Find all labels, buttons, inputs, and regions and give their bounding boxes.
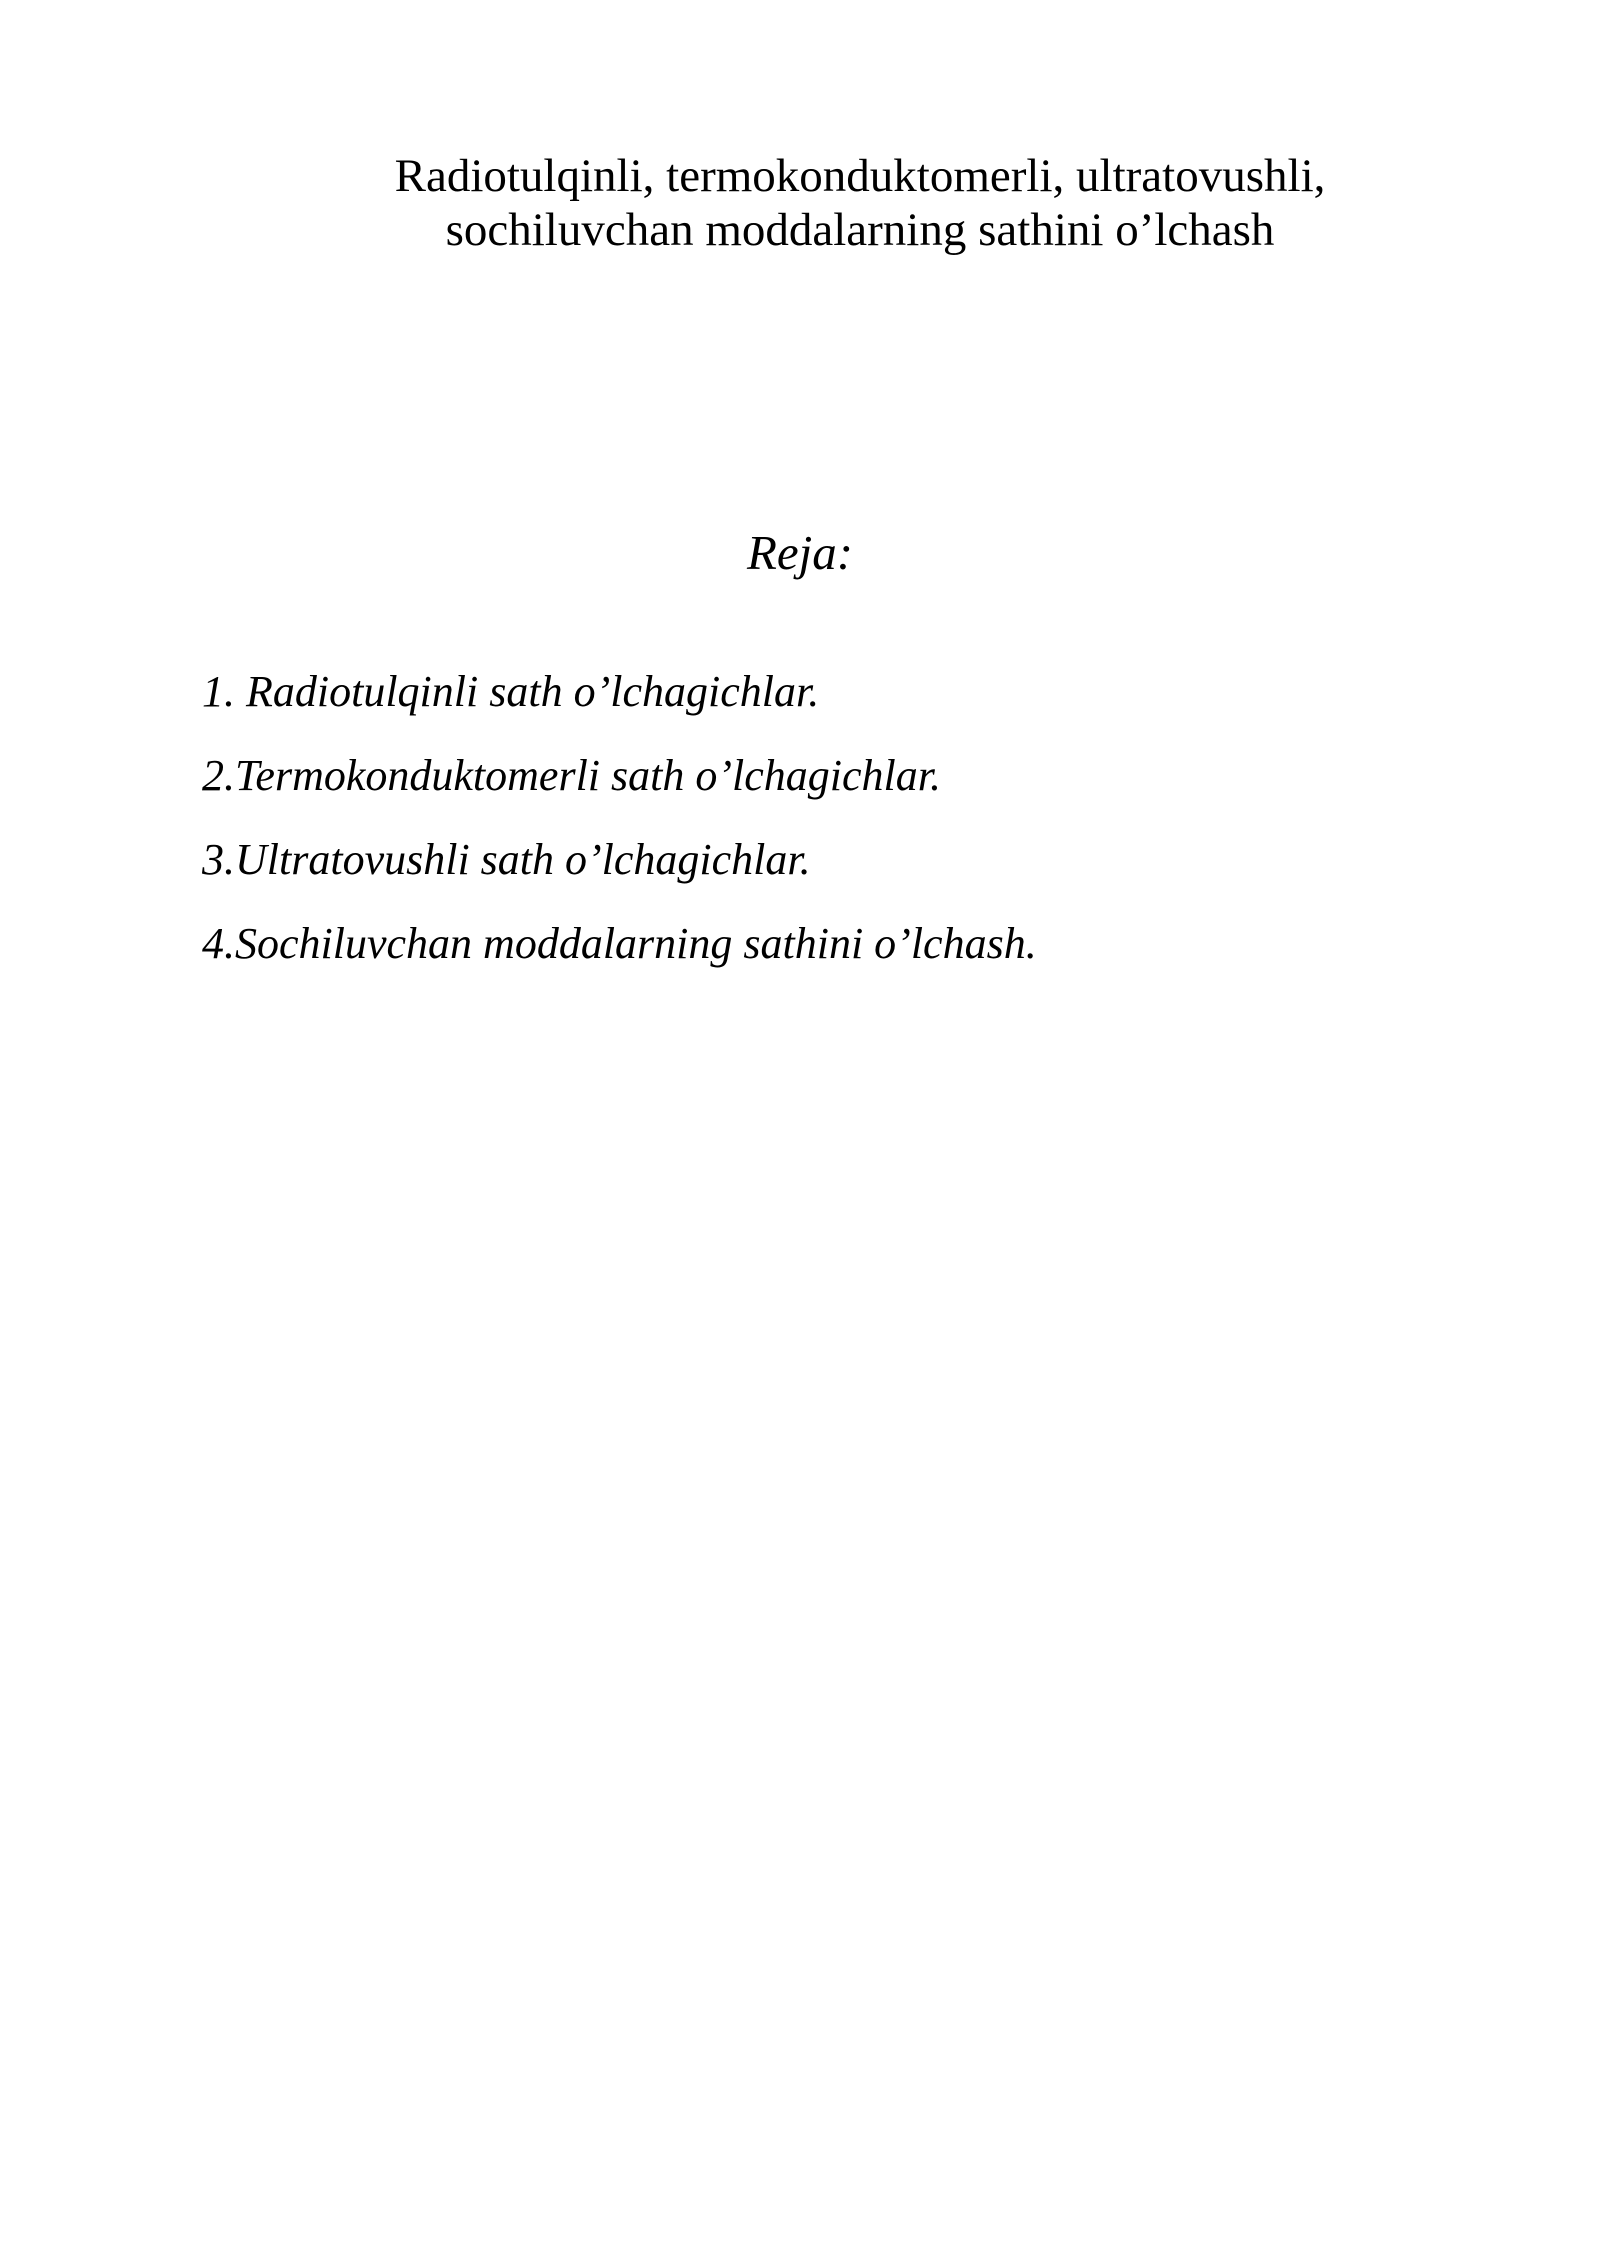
title-line-1: Radiotulqinli, termokonduktomerli, ultratovushli, [394, 150, 1326, 202]
plan-item-3: 3.Ultratovushli sath o’lchagichlar. [202, 835, 811, 884]
plan-heading: Reja: [746, 525, 854, 580]
page-title [300, 150, 1420, 257]
title-line-2: sochiluvchan moddalarning sathini o’lchash [445, 203, 1275, 256]
plan-item-4: 4.Sochiluvchan moddalarning sathini o’lchash. [202, 919, 1037, 968]
plan-item-1: 1. Radiotulqinli sath o’lchagichlar. [202, 667, 820, 716]
plan-item-2: 2.Termokonduktomerli sath o’lchagichlar. [202, 751, 941, 800]
plan-list [202, 667, 1037, 1006]
